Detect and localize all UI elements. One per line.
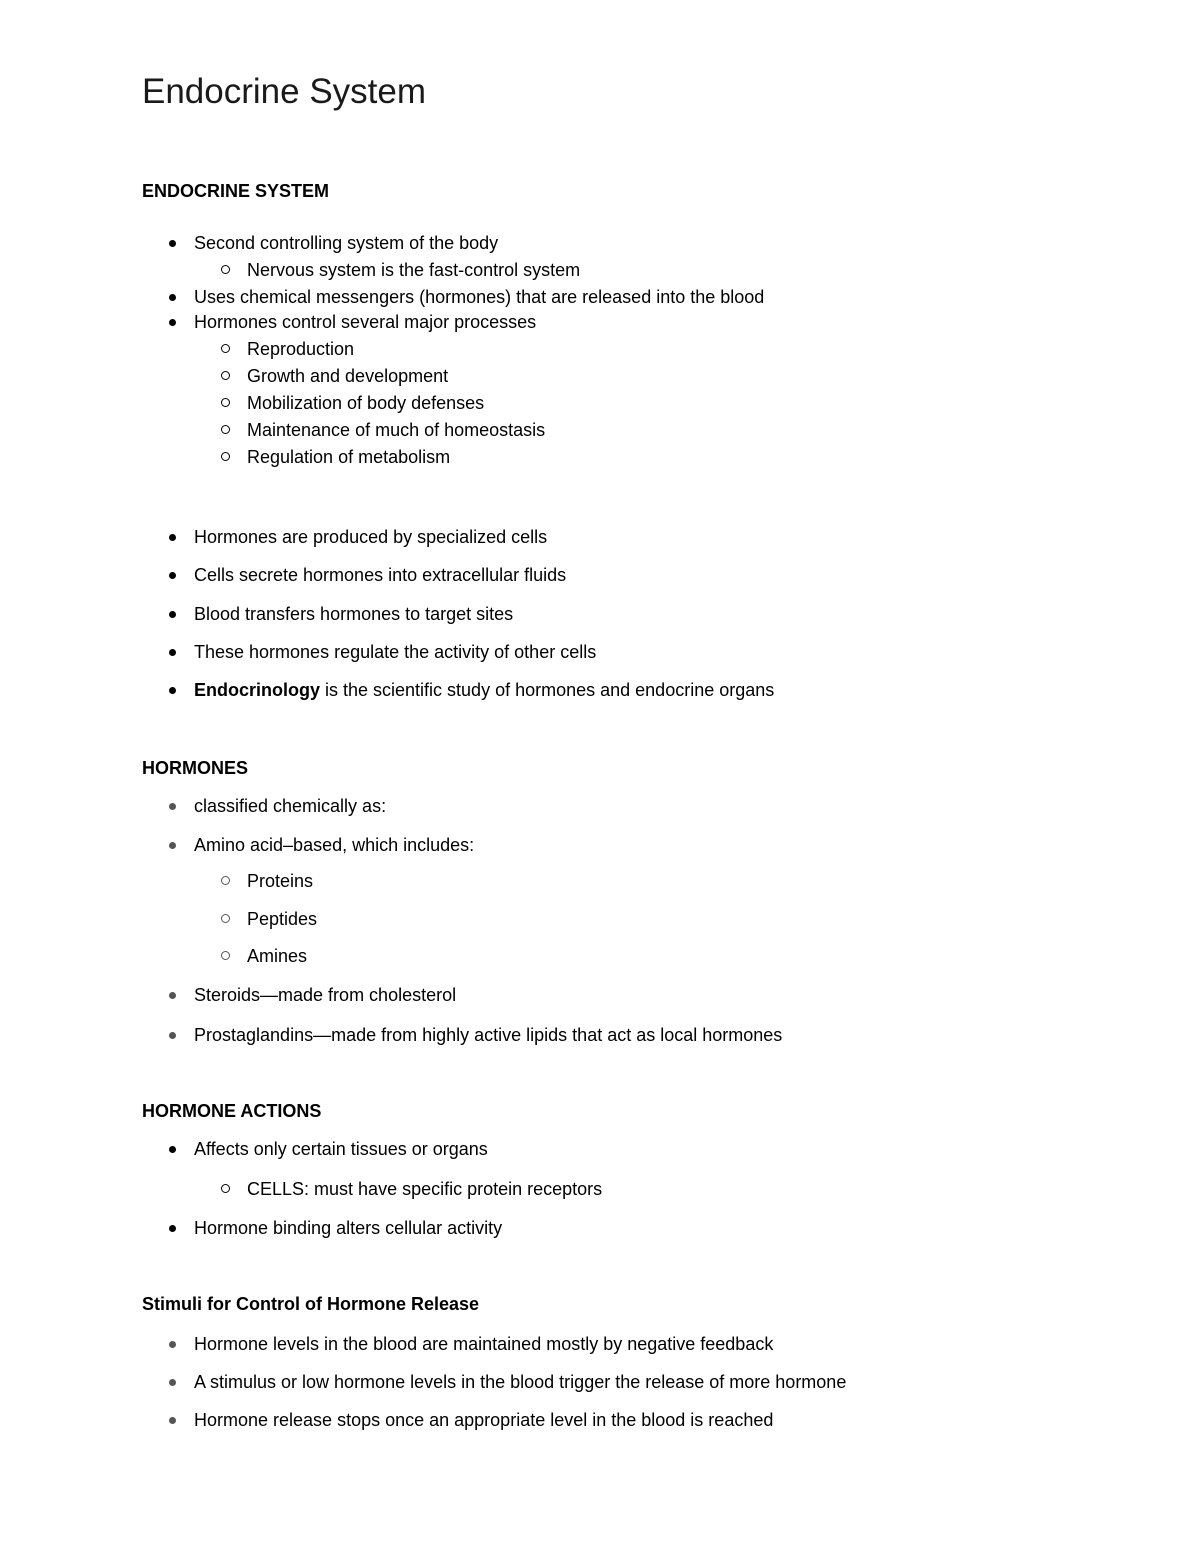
heading-hormone-actions: HORMONE ACTIONS [142, 1101, 322, 1121]
bullet-ring-icon [221, 425, 230, 434]
list-item [194, 1024, 782, 1046]
bullet-ring-icon [221, 371, 230, 380]
bullet-icon [169, 1341, 176, 1348]
list-item [194, 641, 596, 663]
list-item [247, 338, 354, 360]
bullet-ring-icon [221, 951, 230, 960]
bullet-ring-icon [221, 398, 230, 407]
list-item-text: Hormone release stops once an appropriate level in the blood is reached [194, 1410, 774, 1430]
list-item-text: Hormone binding alters cellular activity [194, 1218, 503, 1238]
list-item [247, 365, 448, 387]
bullet-icon [169, 572, 176, 579]
bullet-icon [169, 319, 176, 326]
list-item-text: Amino acid–based, which includes: [194, 835, 475, 855]
list-item [247, 419, 545, 441]
bullet-icon [169, 687, 176, 694]
list-item-text: Hormones are produced by specialized cells [194, 527, 548, 547]
bullet-icon [169, 294, 176, 301]
page-title: Endocrine System [142, 72, 427, 111]
list-item [194, 1333, 773, 1355]
list-item-text: Reproduction [247, 339, 355, 359]
list-item [194, 1409, 773, 1431]
heading-endocrine-system: ENDOCRINE SYSTEM [142, 181, 330, 201]
bullet-ring-icon [221, 914, 230, 923]
list-item-text: is the scientific study of hormones and endocrine organs [320, 680, 775, 700]
list-item [247, 446, 450, 468]
bullet-ring-icon [221, 265, 230, 274]
list-item [194, 795, 386, 817]
list-item-text: Peptides [247, 909, 318, 929]
bullet-icon [169, 1379, 176, 1386]
list-item [247, 945, 307, 967]
bullet-icon [169, 611, 176, 618]
list-item-text: Hormone levels in the blood are maintained mostly by negative feedback [194, 1334, 774, 1354]
list-item-text: Cells secrete hormones into extracellular fluids [194, 565, 567, 585]
list-item-text: A stimulus or low hormone levels in the blood trigger the release of more hormone [194, 1372, 847, 1392]
list-item-text: Blood transfers hormones to target sites [194, 604, 514, 624]
list-item-text: Affects only certain tissues or organs [194, 1139, 488, 1159]
list-item-text: Uses chemical messengers (hormones) that are released into the blood [194, 287, 765, 307]
list-item-text: Regulation of metabolism [247, 447, 451, 467]
bullet-icon [169, 1225, 176, 1232]
list-item-text: Steroids—made from cholesterol [194, 985, 457, 1005]
list-item-text: These hormones regulate the activity of other cells [194, 642, 597, 662]
bullet-icon [169, 534, 176, 541]
list-item-text: classified chemically as: [194, 796, 387, 816]
bullet-icon [169, 992, 176, 999]
list-item [194, 679, 774, 701]
list-item [194, 1371, 846, 1393]
bullet-icon [169, 1417, 176, 1424]
bullet-icon [169, 1146, 176, 1153]
list-item-text: Hormones control several major processes [194, 312, 537, 332]
list-item [194, 526, 547, 548]
list-item-text: Amines [247, 946, 308, 966]
list-item-text: Nervous system is the fast-control system [247, 260, 581, 280]
bullet-icon [169, 240, 176, 247]
list-item-text: Proteins [247, 871, 314, 891]
bullet-ring-icon [221, 344, 230, 353]
list-item [247, 392, 484, 414]
list-item [247, 908, 317, 930]
bullet-icon [169, 842, 176, 849]
bullet-icon [169, 1032, 176, 1039]
list-item [247, 1178, 602, 1200]
list-item [194, 311, 536, 333]
bullet-ring-icon [221, 876, 230, 885]
list-item [194, 834, 474, 856]
list-item [194, 1138, 488, 1160]
heading-hormones: HORMONES [142, 758, 249, 778]
list-item-text: CELLS: must have specific protein receptors [247, 1179, 603, 1199]
list-item [194, 564, 566, 586]
list-item [194, 1217, 502, 1239]
list-item [247, 870, 313, 892]
list-item [194, 286, 764, 308]
list-item [247, 259, 580, 281]
list-item-text: Mobilization of body defenses [247, 393, 485, 413]
list-item-text: Prostaglandins—made from highly active lipids that act as local hormones [194, 1025, 783, 1045]
bullet-icon [169, 803, 176, 810]
bullet-ring-icon [221, 452, 230, 461]
list-item-text: Growth and development [247, 366, 449, 386]
list-item [194, 984, 456, 1006]
bold-term: Endocrinology [194, 680, 320, 700]
bullet-icon [169, 649, 176, 656]
heading-stimuli: Stimuli for Control of Hormone Release [142, 1294, 480, 1314]
list-item-text: Second controlling system of the body [194, 233, 499, 253]
list-item-text: Maintenance of much of homeostasis [247, 420, 546, 440]
list-item [194, 603, 513, 625]
list-item [194, 232, 498, 254]
bullet-ring-icon [221, 1184, 230, 1193]
